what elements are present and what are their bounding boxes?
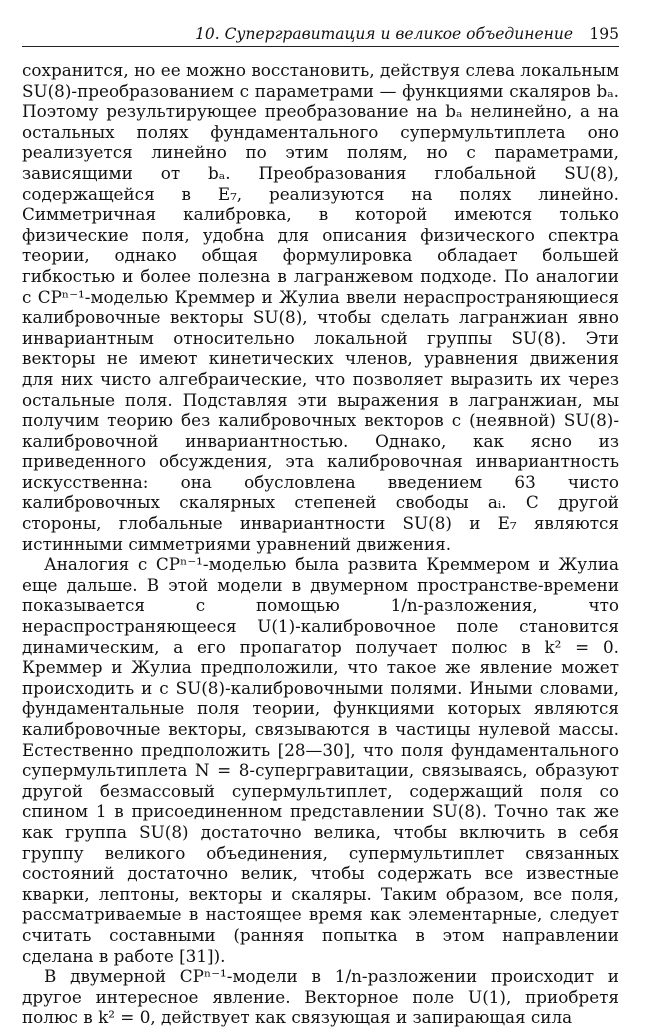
running-title: 10. Супергравитация и великое объединение [195, 25, 573, 43]
page-number: 195 [589, 25, 619, 43]
book-page [22, 22, 619, 1028]
paragraph-3: В двумерной CPⁿ⁻¹-модели в 1/n-разложении происходит и другое интересное явление. Векторное поле U(1), приобретя полюс в k² = 0, действует как связующая и запирающая сила [22, 966, 619, 1028]
running-header [22, 22, 619, 47]
paragraph-1: сохранится, но ее можно восстановить, действуя слева локальным SU(8)-преобразованием с параметрами — функциями скаляров bₐ. Поэтому результирующее преобразование на bₐ нелинейно, а на остальных полях фундаментального супермультиплета оно реализуется линейно по этим полям, но с параметрами, зависящими от bₐ. Преобразования глобальной SU(8), содержащейся в E₇, реализуются на полях линейно. Симметричная калибровка, в которой имеются только физические поля, удобна для описания физического спектра теории, однако общая формулировка обладает большей гибкостью и более полезна в лагранжевом подходе. По аналогии с CPⁿ⁻¹-моделью Креммер и Жулиа ввели нераспространяющиеся калибровочные векторы SU(8), чтобы сделать лагранжиан явно инвариантным относительно локальной группы SU(8). Эти векторы не имеют кинетических членов, уравнения движения для них чисто алгебраические, что позволяет выразить их через остальные поля. Подставляя эти выражения в лагранжиан, мы получим теорию без калибровочных векторов с (неявной) SU(8)-калибровочной инвариантностью. Однако, как ясно из приведенного обсуждения, эта калибровочная инвариантность искусственна: она обусловлена введением 63 чисто калибровочных скалярных степеней свободы aᵢ. С другой стороны, глобальные инвариантности SU(8) и E₇ являются истинными симметриями уравнений движения. [22, 60, 619, 554]
paragraph-2: Аналогия с CPⁿ⁻¹-моделью была развита Креммером и Жулиа еще дальше. В этой модели в двумерном пространстве-времени показывается с помощью 1/n-разложения, что нераспространяющееся U(1)-калибровочное поле становится динамическим, а его пропагатор получает полюс в k² = 0. Креммер и Жулиа предположили, что такое же явление может происходить и с SU(8)-калибровочными полями. Иными словами, фундаментальные поля теории, функциями которых являются калибровочные векторы, связываются в частицы нулевой массы. Естественно предположить [28—30], что поля фундаментального супермультиплета N = 8-супергравитации, связываясь, образуют другой безмассовый супермультиплет, содержащий поля со спином 1 в присоединенном представлении SU(8). Точно так же как группа SU(8) достаточно велика, чтобы включить в себя группу великого объединения, супермультиплет связанных состояний достаточно велик, чтобы содержать все известные кварки, лептоны, векторы и скаляры. Таким образом, все поля, рассматриваемые в настоящее время как элементарные, следует считать составными (ранняя попытка в этом направлении сделана в работе [31]). [22, 554, 619, 966]
body-text [22, 60, 619, 1028]
